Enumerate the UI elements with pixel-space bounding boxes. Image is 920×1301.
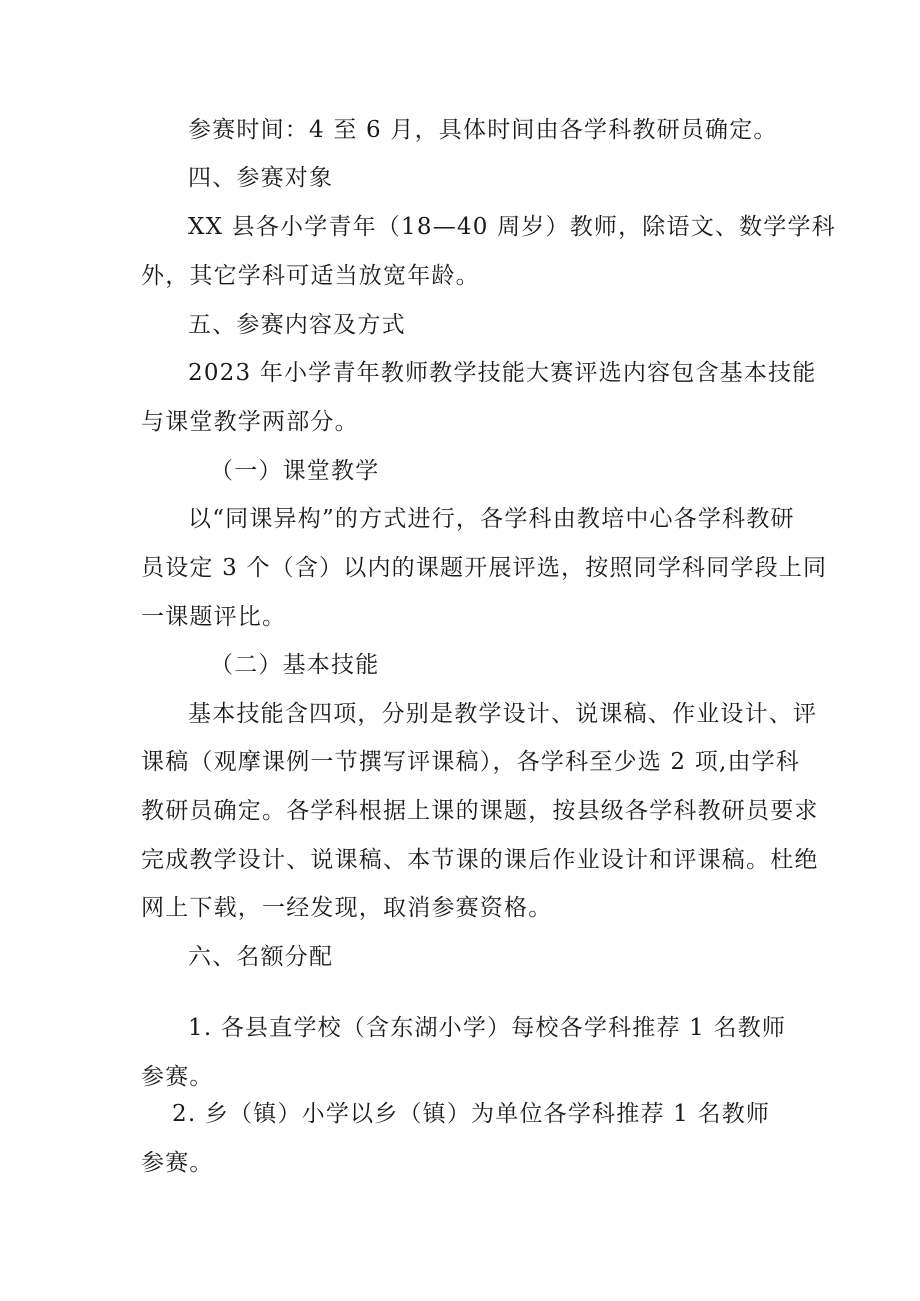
skills-text-line-1: 基本技能含四项，分别是教学设计、说课稿、作业设计、评 <box>188 701 818 727</box>
participants-text-line-2: 外，其它学科可适当放宽年龄。 <box>141 263 480 289</box>
quota-item-1-line-2: 参赛。 <box>141 1064 214 1090</box>
skills-text-line-2: 课稿（观摩课例一节撰写评课稿），各学科至少选 2 项,由学科 <box>141 749 801 775</box>
quota-item-2-line-1: 2. 乡（镇）小学以乡（镇）为单位各学科推荐 1 名教师 <box>172 1101 771 1127</box>
content-text-line-2: 与课堂教学两部分。 <box>141 409 359 435</box>
section-heading-quota: 六、名额分配 <box>188 944 334 970</box>
classroom-text-line-2: 员设定 3 个（含）以内的课题开展评选，按照同学科同学段上同 <box>141 555 828 581</box>
quota-item-2-line-2: 参赛。 <box>141 1150 214 1176</box>
skills-text-line-3: 教研员确定。各学科根据上课的课题，按县级各学科教研员要求 <box>141 798 819 824</box>
section-heading-participants: 四、参赛对象 <box>188 165 334 191</box>
skills-text-line-4: 完成教学设计、说课稿、本节课的课后作业设计和评课稿。杜绝 <box>141 847 819 873</box>
participation-time-text: 参赛时间：4 至 6 月，具体时间由各学科教研员确定。 <box>188 117 778 143</box>
skills-text-line-5: 网上下载，一经发现，取消参赛资格。 <box>141 895 553 921</box>
classroom-text-line-3: 一课题评比。 <box>141 604 287 630</box>
classroom-text-line-1: 以“同课异构”的方式进行，各学科由教培中心各学科教研 <box>188 506 795 532</box>
quota-item-1-line-1: 1. 各县直学校（含东湖小学）每校各学科推荐 1 名教师 <box>188 1015 787 1041</box>
participants-text-line-1: XX 县各小学青年（18—40 周岁）教师，除语文、数学学科 <box>188 214 836 240</box>
subheading-basic-skills: （二）基本技能 <box>210 652 380 678</box>
subheading-classroom-teaching: （一）课堂教学 <box>210 458 380 484</box>
section-heading-content-method: 五、参赛内容及方式 <box>188 312 406 338</box>
content-text-line-1: 2023 年小学青年教师教学技能大赛评选内容包含基本技能 <box>188 360 817 386</box>
